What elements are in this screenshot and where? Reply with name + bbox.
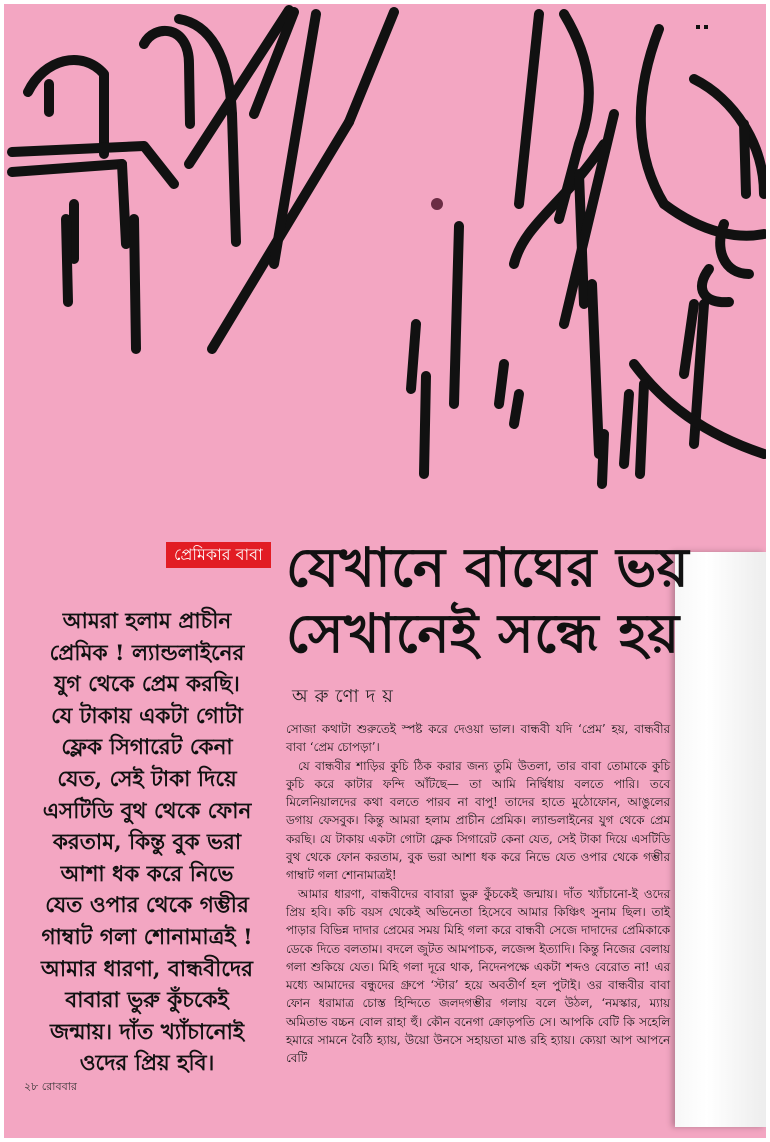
doodle-stroke [514,144,604,264]
doodle-stroke [411,324,416,389]
doodle-stroke [232,114,236,242]
doodle-stroke [274,14,316,264]
page-folio: ২৮ রোববার [24,1080,77,1093]
doodle-stroke [641,29,664,204]
doodle-stroke [624,394,629,464]
doodle-stroke [12,164,122,172]
doodle-stroke [499,364,504,404]
article-body [286,720,670,1068]
doodle-stroke [564,114,614,324]
article-paragraph: আমার ধারণা, বান্ধবীদের বাবারা ভুরু কুঁচকেই জন্মায়। দাঁত খ্যাঁচানো-ই ওদের প্রিয় হবি। কচি বয়স থেকেই অভিনেতা হিসেবে আমার কিঞ্চিৎ সুনাম ছিল। তাই পাড়ার বিভিন্ন দাদার প্রেমের সময় মিহি গলা করে বান্ধবী সেজে দাদাদের প্রেমিকাকে ডেকে দিতে বলতাম। বদলে জুটত আমপাচক, লজেন্স ইত্যাদি। কিন্তু নিজের বেলায় গলা শুকিয়ে যেত। মিহি গলা দূরে থাক, নিদেনপক্ষে একটা শব্দও বেরোত না! এর মধ্যে আমাদের বন্ধুদের গ্রুপে ‘স্টার’ হয়ে অবতীর্ণ হল পুটাই। ওর বান্ধবীর বাবা ফোন ধরামাত্র চোস্ত হিন্দিতে জলদগম্ভীর গলায় বলে উঠল, ‘নমস্কার, ম্যায় অমিতাভ বচ্চন বোল রাহা হুঁ। কৌন বনেগা ক্রোড়পতি সে। আপকি বেটি কি সহেলি হমারে সামনে বৈঠি হ্যায়, উয়ো উনসে সহায়তা মাঙ রহি হ্যায়। ক্যেয়া আপ আপনে বেটি [286,886,670,1066]
doodle-stroke [254,12,294,114]
magazine-page [4,4,766,1138]
doodle-stroke [559,14,589,219]
doodle-stroke [634,364,764,454]
doodle-stroke [694,304,704,444]
doodle-stroke [592,284,599,454]
doodle-dot [431,198,443,210]
doodle-stroke [514,394,519,424]
doodle-stroke [28,60,104,154]
doodle-stroke [602,434,604,484]
doodle-stroke [122,164,126,244]
doodle-stroke [720,224,749,274]
doodle-stroke [579,174,584,304]
author-byline: অরুণোদয় [292,686,400,707]
article-paragraph: সোজা কথাটা শুরুতেই স্পষ্ট করে দেওয়া ভাল। বান্ধবী যদি ‘প্রেম’ হয়, বান্ধবীর বাবা ‘প্রেম চোপড়া’। [286,722,670,755]
doodle-stroke [66,219,68,302]
doodle-stroke [744,124,746,194]
doodle-stroke [694,79,764,194]
doodle-stroke [519,14,539,204]
doodle-stroke [349,12,394,122]
printers-mark [696,14,716,22]
doodle-stroke [640,384,644,474]
doodle-stroke [212,122,349,349]
doodle-stroke [664,204,764,236]
section-tag: প্রেমিকার বাবা [166,542,271,568]
doodle-illustration [4,4,766,504]
doodle-stroke [189,10,289,164]
doodle-stroke [454,226,459,404]
pull-quote: আমরা হলাম প্রাচীন প্রেমিক ! ল্যান্ডলাইনের যুগ থেকে প্রেম করছি। যে টাকায় একটা গোটা ফ্লেক সিগারেট কেনা যেত, সেই টাকা দিয়ে এসটিডি বুথ থেকে ফোন করতাম, কিন্তু বুক ভরা আশা ধক করে নিভে যেত ওপার থেকে গম্ভীর গাম্বাট গলা শোনামাত্রই ! আমার ধারণা, বান্ধবীদের বাবারা ভুরু কুঁচকেই জন্মায়। দাঁত খ্যাঁচানোই ওদের প্রিয় হবি। [41,609,253,1077]
doodle-stroke [702,269,729,302]
doodle-stroke [134,219,136,349]
article-paragraph: যে বান্ধবীর শাড়ির কুচি ঠিক করার জন্য তুমি উতলা, তার বাবা তোমাকে কুচি কুচি করে কাটার ফন্দি আঁটছে— তা আমি নির্দ্বিধায় বলতে পারি। তবে মিলেনিয়ালদের কথা বলতে পারব না বাপু! তাদের হাতে মুঠোফোন, আঙুলের ডগায় ফেসবুক। কিন্তু আমরা হলাম প্রাচীন প্রেমিক। ল্যান্ডলাইনের যুগ থেকে প্রেম করছি। যে টাকায় একটা গোটা ফ্লেক সিগারেট কেনা যেত, সেই টাকা দিয়ে এসটিডি বুথ থেকে ফোন করতাম, বুক ভরা আশা ধক করে নিভে যেত ওপার থেকে গম্ভীর গাম্বাট গলা শোনামাত্রই! [286,758,670,883]
doodle-stroke [179,19,232,114]
doodle-stroke [684,304,694,374]
doodle-stroke [144,31,190,124]
doodle-stroke [12,146,174,184]
headline: যেখানে বাঘের ভয় সেখানেই সন্ধে হয় [286,535,690,665]
doodle-stroke [424,376,426,474]
